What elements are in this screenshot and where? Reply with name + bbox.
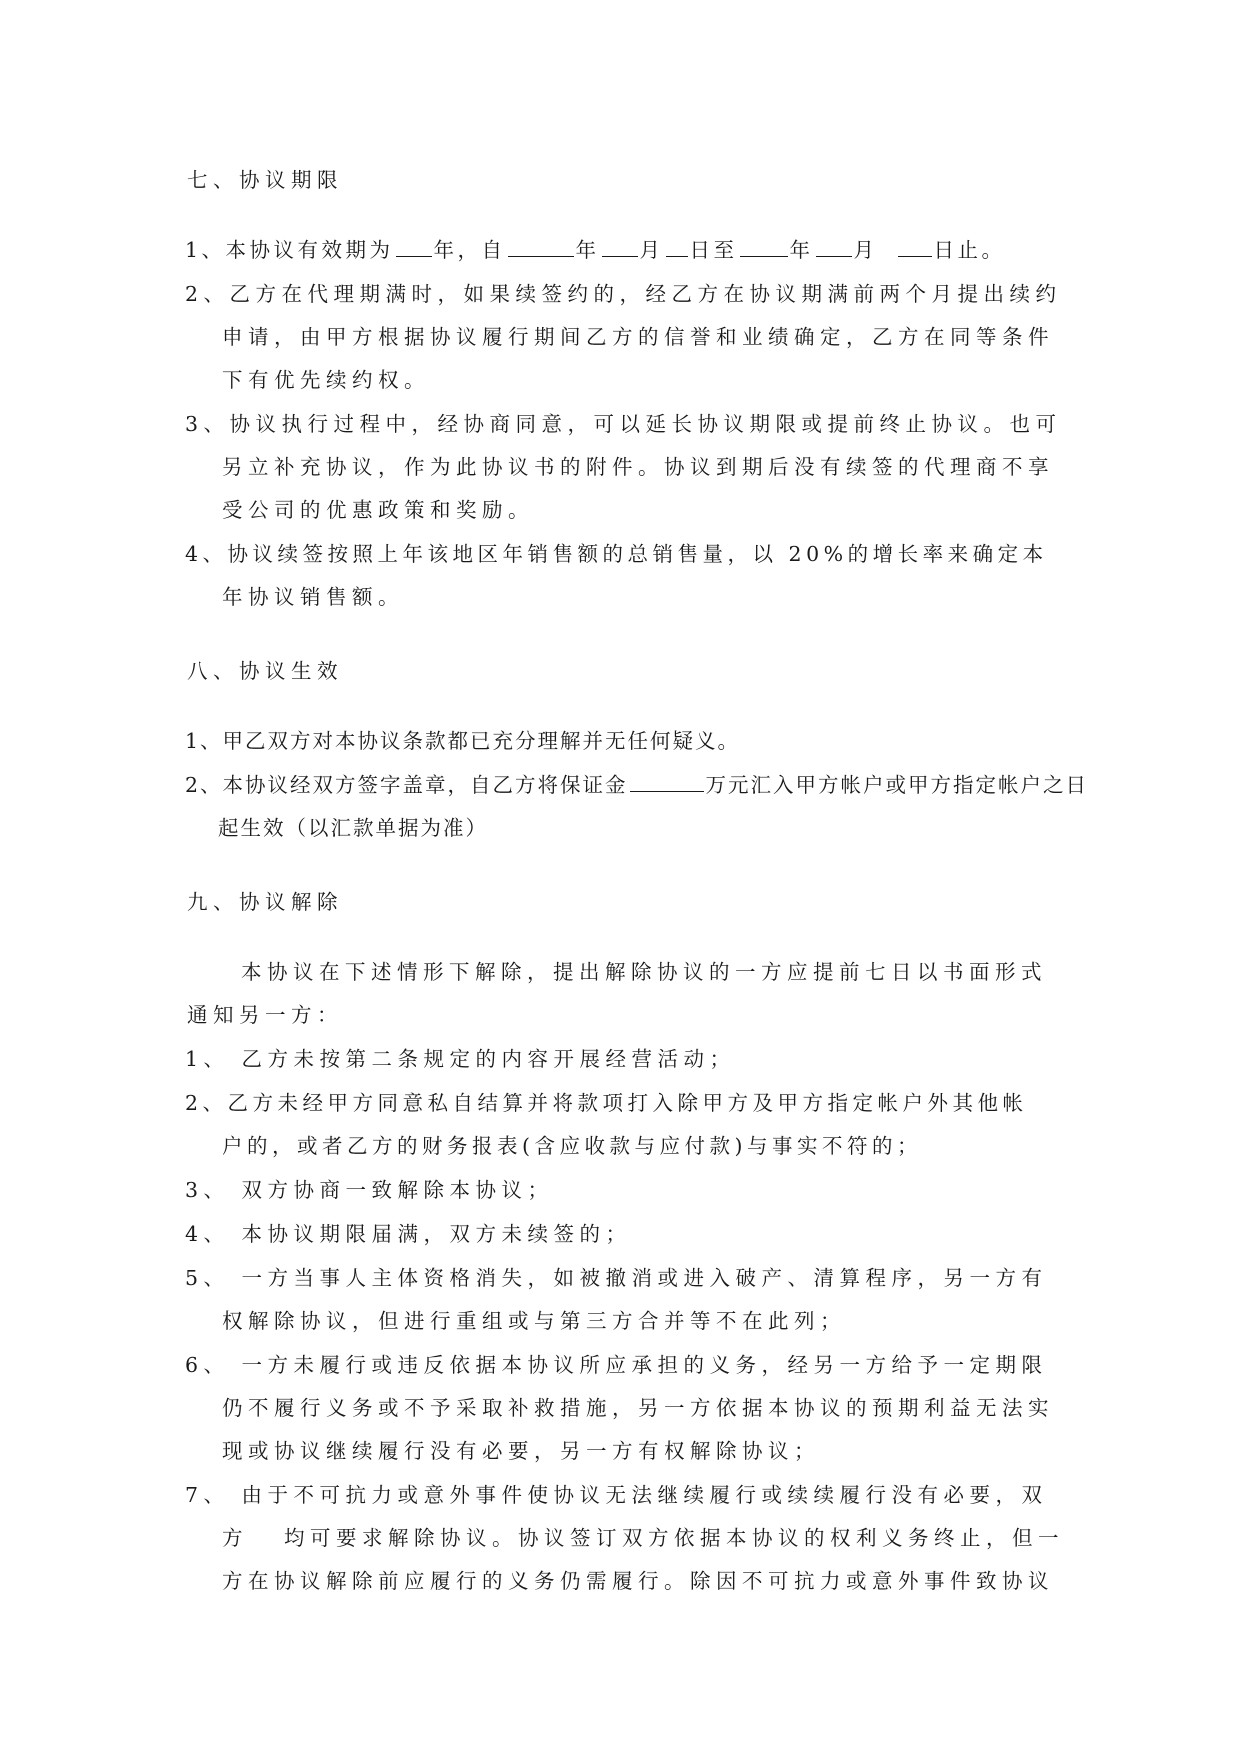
clause-7-1 [185, 236, 1006, 264]
clause-text: 均可要求解除协议。协议签订双方依据本协议的权利义务终止，但一 [284, 1526, 1064, 1550]
blank-line [396, 236, 432, 257]
blank-line [630, 771, 704, 792]
clause-text: 月 [639, 238, 664, 262]
clause-7-3-line3: 受公司的优惠政策和奖励。 [222, 498, 534, 522]
clause-9-2-line2: 户的，或者乙方的财务报表(含应收款与应付款)与事实不符的； [222, 1134, 922, 1158]
clause-9-7-line3: 方在协议解除前应履行的义务仍需履行。除因不可抗力或意外事件致协议 [222, 1569, 1054, 1593]
clause-9-6-line3: 现或协议继续履行没有必要，另一方有权解除协议； [222, 1439, 820, 1463]
blank-line [666, 236, 688, 257]
clause-9-6-line2: 仍不履行义务或不予采取补救措施，另一方依据本协议的预期利益无法实 [222, 1396, 1054, 1420]
blank-line [602, 236, 638, 257]
clause-text: 2、本协议经双方签字盖章，自乙方将保证金 [185, 773, 628, 797]
clause-text: 本协议有效期为 [225, 238, 394, 262]
section-9-intro-line2: 通知另一方： [187, 1003, 343, 1027]
clause-number: 3、 [185, 412, 230, 436]
clause-text: 万元汇入甲方帐户或甲方指定帐户之日 [705, 773, 1089, 797]
blank-line [508, 236, 574, 257]
clause-text: 年 [789, 238, 814, 262]
clause-9-4: 4、 本协议期限届满，双方未续签的； [185, 1222, 632, 1246]
clause-7-4-line2: 年协议销售额。 [222, 585, 404, 609]
section-heading-9: 九、协议解除 [187, 890, 343, 914]
clause-text: 方 [222, 1526, 248, 1550]
clause-9-5-line2: 权解除协议，但进行重组或与第三方合并等不在此列； [222, 1309, 846, 1333]
clause-text: 年，自 [433, 238, 506, 262]
blank-line [898, 236, 932, 257]
clause-number: 1、 [185, 238, 226, 262]
clause-text: 协议执行过程中，经协商同意，可以延长协议期限或提前终止协议。也可 [229, 412, 1062, 436]
clause-8-2-line1 [185, 771, 1088, 799]
clause-9-1: 1、 乙方未按第二条规定的内容开展经营活动； [185, 1047, 736, 1071]
clause-9-5-line1: 5、 一方当事人主体资格消失，如被撤消或进入破产、清算程序，另一方有 [185, 1266, 1048, 1290]
clause-7-3-line1 [185, 410, 1062, 438]
blank-line [740, 236, 788, 257]
clause-9-7-line2 [222, 1524, 1064, 1552]
clause-7-2-line3: 下有优先续约权。 [222, 368, 430, 392]
clause-7-2-line1 [185, 280, 1062, 308]
section-heading-7: 七、协议期限 [187, 168, 343, 192]
clause-9-6-line1: 6、 一方未履行或违反依据本协议所应承担的义务，经另一方给予一定期限 [185, 1353, 1048, 1377]
clause-number: 4、 [185, 542, 228, 566]
clause-8-1: 1、甲乙双方对本协议条款都已充分理解并无任何疑义。 [185, 729, 741, 753]
clause-text: 协议续签按照上年该地区年销售额的总销售量，以 20%的增长率来确定本 [227, 542, 1048, 566]
clause-9-7-line1: 7、 由于不可抗力或意外事件使协议无法继续履行或续续履行没有必要，双 [185, 1483, 1048, 1507]
blank-line [816, 236, 852, 257]
clause-7-3-line2: 另立补充协议，作为此协议书的附件。协议到期后没有续签的代理商不享 [222, 455, 1054, 479]
clause-7-2-line2: 申请，由甲方根据协议履行期间乙方的信誉和业绩确定，乙方在同等条件 [222, 325, 1054, 349]
section-heading-8: 八、协议生效 [187, 659, 343, 683]
clause-number: 2、 [185, 282, 230, 306]
clause-text: 乙方在代理期满时，如果续签约的，经乙方在协议期满前两个月提出续约 [229, 282, 1062, 306]
clause-8-2-line2: 起生效（以汇款单据为准） [218, 816, 488, 840]
clause-text: 日至 [689, 238, 738, 262]
section-9-intro-line1: 本协议在下述情形下解除，提出解除协议的一方应提前七日以书面形式 [241, 960, 1047, 984]
clause-9-2-line1: 2、乙方未经甲方同意私自结算并将款项打入除甲方及甲方指定帐户外其他帐 [185, 1091, 1028, 1115]
clause-text: 年 [575, 238, 600, 262]
clause-9-3: 3、 双方协商一致解除本协议； [185, 1178, 554, 1202]
clause-text: 月 [853, 238, 878, 262]
clause-text: 日止。 [933, 238, 1006, 262]
clause-7-4-line1 [185, 540, 1048, 568]
